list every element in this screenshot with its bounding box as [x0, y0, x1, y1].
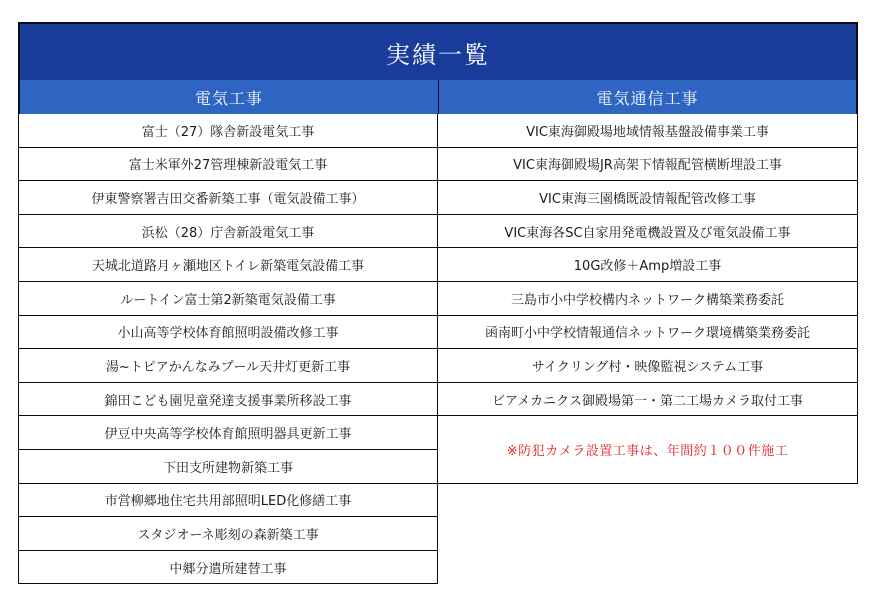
table-row: VIC東海三園橋既設情報配管改修工事 [438, 181, 857, 215]
table-row: 三島市小中学校構内ネットワーク構築業務委託 [438, 282, 857, 316]
table-row: 天城北道路月ヶ瀬地区トイレ新築電気設備工事 [19, 248, 437, 282]
table-row: 下田支所建物新築工事 [19, 450, 437, 484]
table-title: 実績一覧 [18, 22, 858, 80]
table-row: VIC東海御殿場地域情報基盤設備事業工事 [438, 114, 857, 148]
table-row: 市営柳郷地住宅共用部照明LED化修繕工事 [19, 484, 437, 518]
table-row: 富士（27）隊舎新設電気工事 [19, 114, 437, 148]
header-electrical-work: 電気工事 [20, 80, 439, 114]
table-row: 富士米軍外27管理棟新設電気工事 [19, 148, 437, 182]
table-row: 伊豆中央高等学校体育館照明器具更新工事 [19, 416, 437, 450]
results-table [18, 22, 858, 584]
table-row: ルートイン富士第2新築電気設備工事 [19, 282, 437, 316]
table-row: 10G改修＋Amp増設工事 [438, 248, 857, 282]
table-row: 錦田こども園児童発達支援事業所移設工事 [19, 383, 437, 417]
table-row: スタジオーネ彫刻の森新築工事 [19, 517, 437, 551]
table-row: VIC東海各SC自家用発電機設置及び電気設備工事 [438, 215, 857, 249]
telecom-work-column [438, 114, 858, 484]
table-row: 小山高等学校体育館照明設備改修工事 [19, 316, 437, 350]
table-row: ビアメカニクス御殿場第一・第二工場カメラ取付工事 [438, 383, 857, 417]
table-row: VIC東海御殿場JR高架下情報配管横断埋設工事 [438, 148, 857, 182]
electrical-work-column [18, 114, 438, 584]
column-header-row [18, 80, 858, 114]
security-camera-note: ※防犯カメラ設置工事は、年間約１００件施工 [438, 416, 857, 483]
table-row: 函南町小中学校情報通信ネットワーク環境構築業務委託 [438, 316, 857, 350]
header-telecom-work: 電気通信工事 [439, 80, 856, 114]
table-row: サイクリング村・映像監視システム工事 [438, 349, 857, 383]
table-body [18, 114, 858, 584]
table-row: 中郷分遣所建替工事 [19, 551, 437, 585]
table-row: 伊東警察署吉田交番新築工事（電気設備工事） [19, 181, 437, 215]
table-row: 浜松（28）庁舎新設電気工事 [19, 215, 437, 249]
table-row: 湯~トピアかんなみプール天井灯更新工事 [19, 349, 437, 383]
